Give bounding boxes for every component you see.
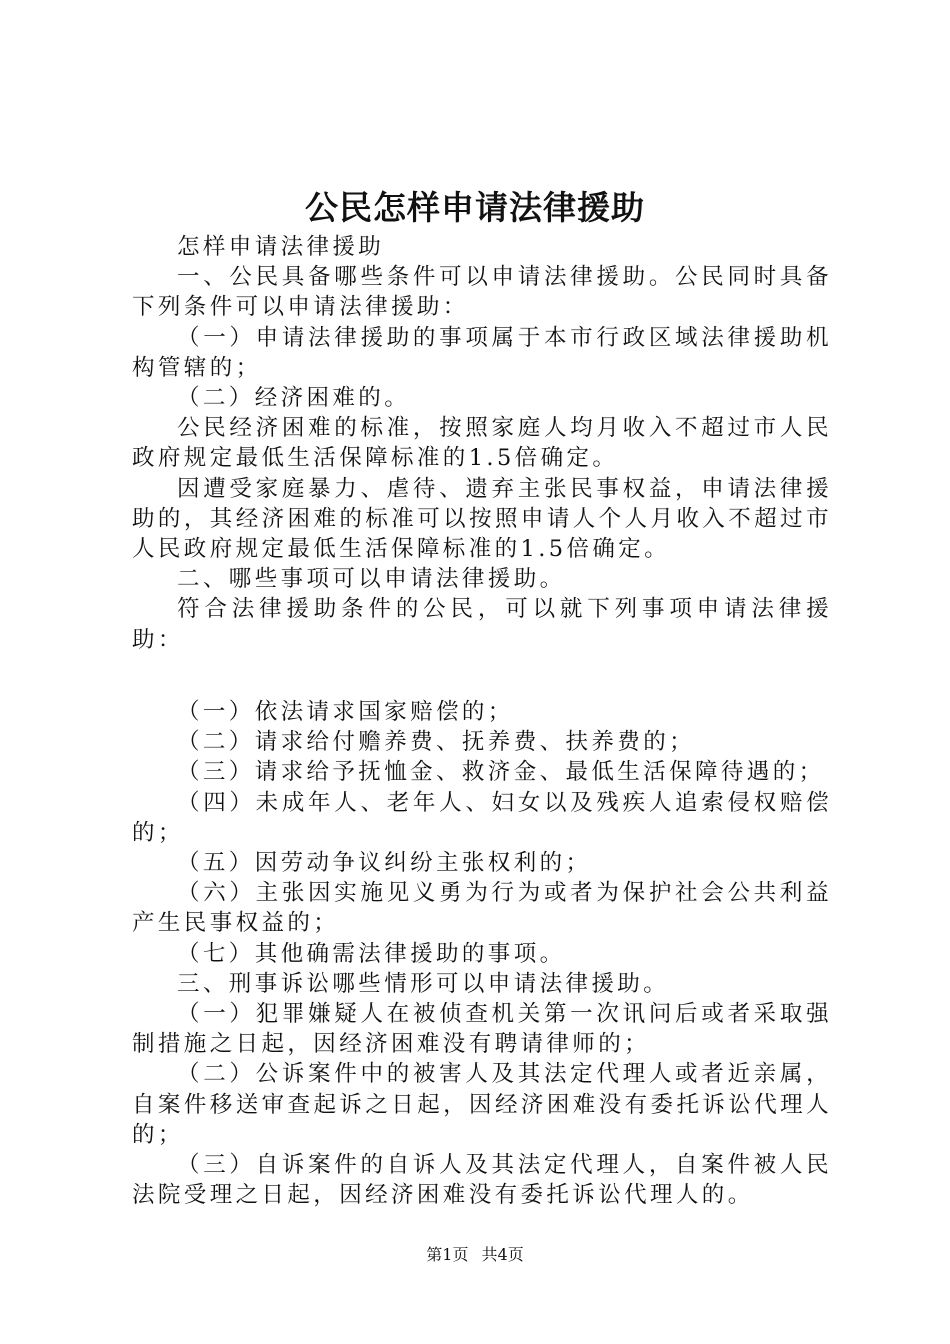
document-body xyxy=(132,232,832,1210)
page-number: 第1页 xyxy=(426,1245,469,1264)
paragraph: （六）主张因实施见义勇为行为或者为保护社会公共利益产生民事权益的； xyxy=(132,880,832,937)
paragraph: 一、公民具备哪些条件可以申请法律援助。公民同时具备下列条件可以申请法律援助： xyxy=(132,264,832,321)
paragraph: 公民经济困难的标准，按照家庭人均月收入不超过市人民政府规定最低生活保障标准的1.5倍确定。 xyxy=(132,415,832,472)
paragraph: 三、刑事诉讼哪些情形可以申请法律援助。 xyxy=(177,970,670,997)
paragraph: （三）请求给予抚恤金、救济金、最低生活保障待遇的； xyxy=(177,759,825,786)
blank-line xyxy=(132,655,832,685)
paragraph: （二）请求给付赡养费、抚养费、扶养费的； xyxy=(177,729,696,756)
paragraph: （三）自诉案件的自诉人及其法定代理人，自案件被人民法院受理之日起，因经济困难没有委托诉讼代理人的。 xyxy=(132,1152,832,1209)
paragraph: （二）公诉案件中的被害人及其法定代理人或者近亲属，自案件移送审查起诉之日起，因经济困难没有委托诉讼代理人的； xyxy=(132,1061,832,1148)
paragraph: 怎样申请法律援助 xyxy=(177,234,385,260)
paragraph: 因遭受家庭暴力、虐待、遗弃主张民事权益，申请法律援助的，其经济困难的标准可以按照申请人个人月收入不超过市人民政府规定最低生活保障标准的1.5倍确定。 xyxy=(132,475,832,563)
paragraph: （七）其他确需法律援助的事项。 xyxy=(177,940,566,967)
page-footer xyxy=(0,1244,950,1266)
paragraph: （一）依法请求国家赔偿的； xyxy=(177,699,514,726)
paragraph: （四）未成年人、老年人、妇女以及残疾人追索侵权赔偿的； xyxy=(132,789,832,846)
paragraph: 二、哪些事项可以申请法律援助。 xyxy=(177,566,566,593)
paragraph: （一）申请法律援助的事项属于本市行政区域法律援助机构管辖的； xyxy=(132,324,832,381)
page-title: 公民怎样申请法律援助 xyxy=(305,188,645,227)
page-total: 共4页 xyxy=(481,1245,524,1264)
paragraph: （五）因劳动争议纠纷主张权利的； xyxy=(177,850,592,877)
paragraph: （一）犯罪嫌疑人在被侦查机关第一次讯问后或者采取强制措施之日起，因经济困难没有聘请律师的； xyxy=(132,1001,832,1058)
paragraph: （二）经济困难的。 xyxy=(177,385,411,412)
paragraph: 符合法律援助条件的公民，可以就下列事项申请法律援助： xyxy=(132,596,832,653)
